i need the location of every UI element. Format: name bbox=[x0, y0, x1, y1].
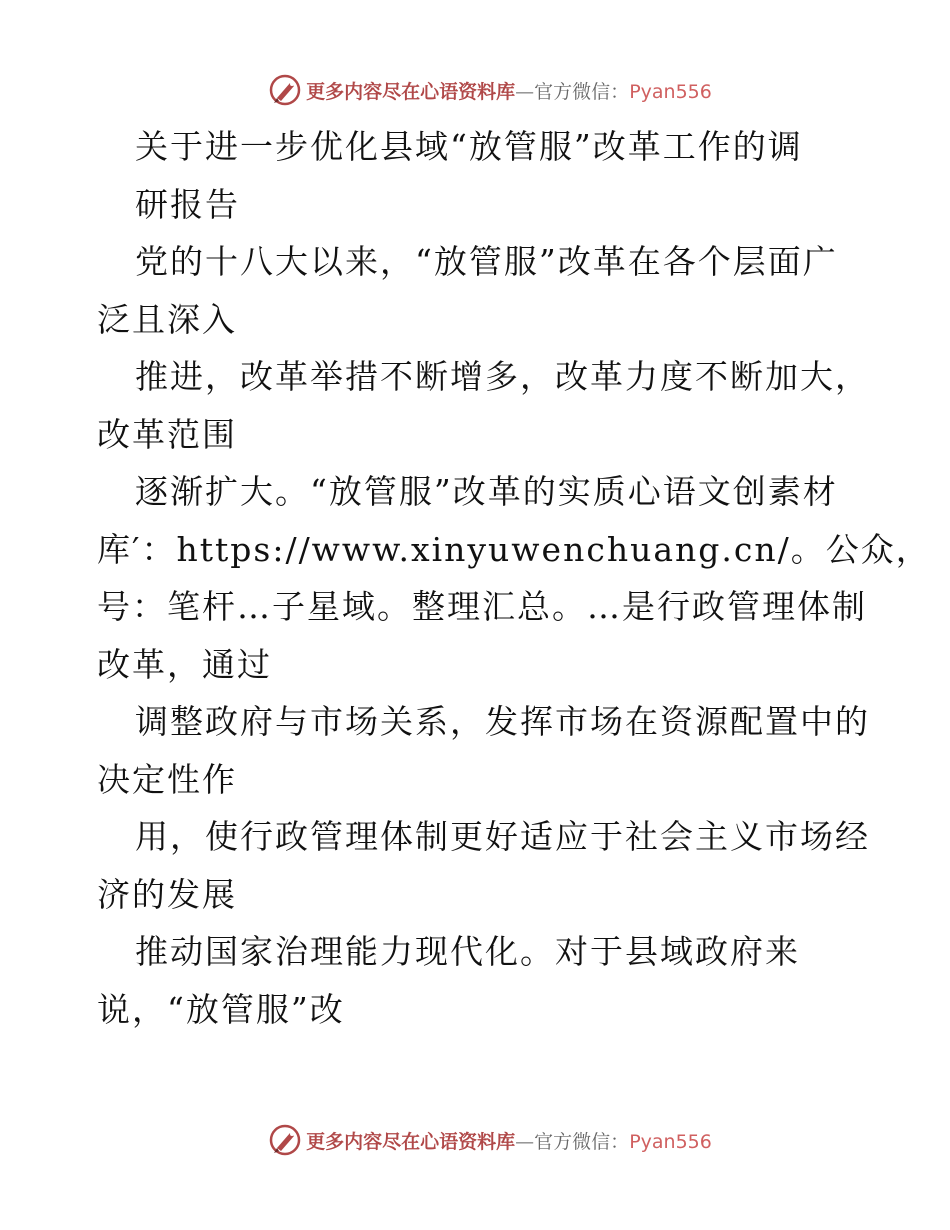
text-line: 库′：https://www.xinyuwenchuang.cn/。公众， bbox=[97, 529, 931, 569]
text-line: 济的发展 bbox=[97, 874, 237, 914]
banner-wechat-label: 官方微信： bbox=[534, 80, 630, 103]
text-line: 关于进一步优化县域“放管服”改革工作的调 bbox=[135, 127, 803, 166]
footer-banner bbox=[0, 1120, 950, 1160]
banner-text bbox=[306, 77, 712, 104]
logo-pen-icon bbox=[268, 1123, 302, 1157]
text-line: 泛且深入 bbox=[97, 299, 237, 339]
banner-wechat-label: 官方微信： bbox=[534, 1130, 630, 1153]
banner-dash: — bbox=[515, 80, 535, 103]
text-line: 研报告 bbox=[135, 184, 240, 224]
banner-text bbox=[306, 1127, 712, 1154]
header-banner bbox=[0, 70, 950, 110]
text-line: 改革，通过 bbox=[97, 644, 272, 684]
text-line: 调整政府与市场关系，发挥市场在资源配置中的 bbox=[135, 702, 870, 741]
text-line: 推动国家治理能力现代化。对于县域政府来 bbox=[135, 932, 800, 971]
text-line: 决定性作 bbox=[97, 759, 237, 799]
banner-site-text: 更多内容尽在心语资料库 bbox=[306, 80, 516, 103]
banner-content bbox=[268, 73, 712, 107]
text-line: 推进，改革举措不断增多，改革力度不断加大， bbox=[135, 357, 870, 396]
banner-dash: — bbox=[515, 1130, 535, 1153]
banner-account: Pyan556 bbox=[629, 1130, 712, 1153]
banner-content bbox=[268, 1123, 712, 1157]
text-line: 改革范围 bbox=[97, 414, 237, 454]
text-line: 号：笔杆…子星域。整理汇总。…是行政管理体制 bbox=[97, 587, 867, 626]
text-line: 逐渐扩大。“放管服”改革的实质心语文创素材 bbox=[135, 472, 838, 511]
document-body bbox=[97, 118, 931, 1038]
text-line: 用，使行政管理体制更好适应于社会主义市场经 bbox=[135, 817, 870, 856]
text-line: 党的十八大以来，“放管服”改革在各个层面广 bbox=[135, 242, 838, 281]
banner-account: Pyan556 bbox=[629, 80, 712, 103]
banner-site-text: 更多内容尽在心语资料库 bbox=[306, 1130, 516, 1153]
logo-pen-icon bbox=[268, 73, 302, 107]
text-line: 说，“放管服”改 bbox=[97, 989, 345, 1029]
